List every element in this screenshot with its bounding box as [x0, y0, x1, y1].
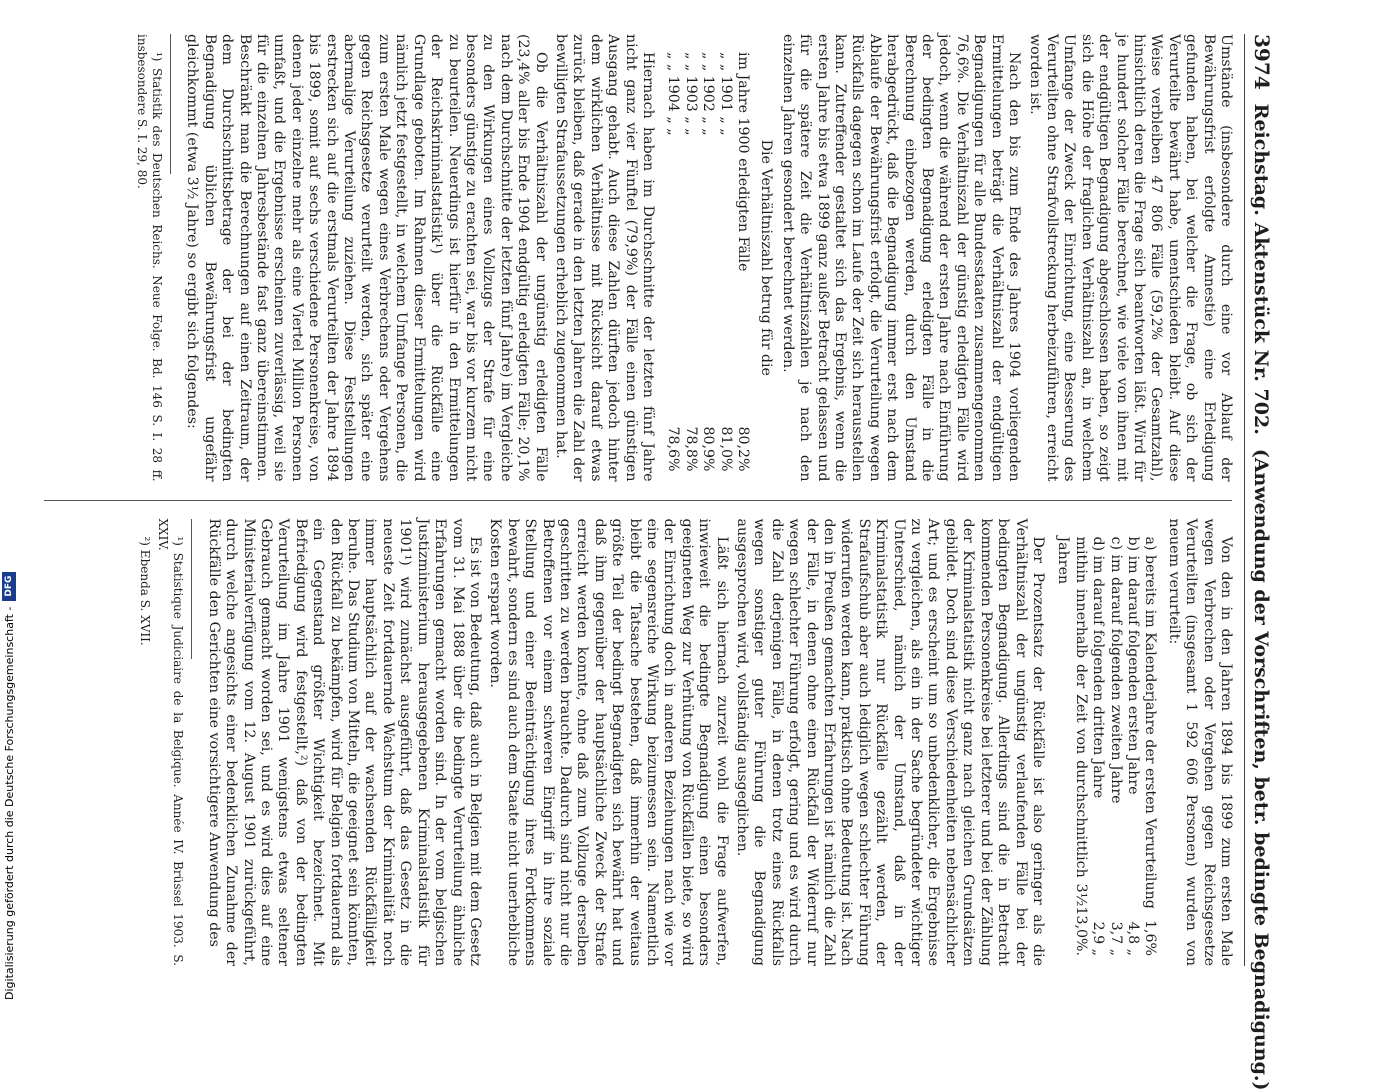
- ratio-value: 80,2%: [735, 426, 752, 472]
- dfg-logo-icon: DFG: [2, 572, 16, 601]
- stat-row-total: [1054, 537, 1089, 967]
- digitization-credit: [2, 572, 16, 1000]
- paragraph: Nach den bis zum Ende des Jahres 1904 vorliegenden Ermittelungen beträgt die Verhältniszahl der endgültigen Begnadigungen für alle Bundesstaaten zusammengenommen 76,6%. Die Verhältniszahl der günstig erledigten Fälle wird jedoch, wenn die während der ersten Jahre nach Einführung der bedingten Begnadigung erledigten Fälle in die Berechnung einbezogen werden, durch den Umstand herabgedrückt, daß die Begnadigung immer erst nach dem Ablaufe der Bewährungsfrist erfolgt, die Verurteilung wegen Rückfalls dagegen schon im Laufe der Zeit sich herausstellen kann. Zutreffender gestaltet sich das Ergebnis, wenn die ersten Jahre bis etwa 1899 ganz außer Betracht gelassen und für die spätere Zeit die Verhältniszahlen je nach den einzelnen Jahren gesondert berechnet werden.: [779, 34, 1023, 482]
- ratio-year: „ „ 1902 „ „: [700, 52, 717, 136]
- page-title: Reichstag. Aktenstück Nr. 702.: [1250, 103, 1272, 435]
- paragraph: Hiernach haben im Durchschnitte der letzten fünf Jahre nicht ganz vier Fünftel (79,9%) der Fälle einen günstigen Ausgang gehabt. Auch diese Zahlen dürften jedoch hinter dem wirklichen Verhältnisse mit Rücksicht darauf etwas zurück bleiben, daß gerade in den letzten Jahren die Zahl der bewilligten Strafaussetzungen erheblich zugenommen hat.: [552, 34, 656, 482]
- ratio-year: „ „ 1904 „ „: [665, 52, 682, 136]
- recidivism-stats: [1054, 537, 1158, 967]
- credit-text: Digitalisierung gefördert durch die Deutsche Forschungsgemeinschaft -: [2, 606, 16, 1000]
- ratio-year: „ „ 1903 „ „: [682, 52, 699, 136]
- column-divider: [44, 500, 1232, 501]
- stat-row: [1089, 537, 1106, 967]
- footnote: ¹) Statistik des Deutschen Reichs. Neue Folge. Bd. 146 S. I. 28 ff. insbesondere S. I. 29, 80.: [135, 34, 165, 482]
- paragraph: Ob die Verhältniszahl der ungünstig erledigten Fälle (23,4% aller bis Ende 1904 endgültig erledigten Fälle; 20,1% nach dem Durchschnitte der letzten fünf Jahre) im Vergleiche zu den Wirkungen eines Vollzugs der Strafe für eine besonders günstige zu erachten sei, war bis vor kurzem nicht zu beurteilen. Neuerdings ist hierfür in den Ermittelungen der Reichskriminalstatistik¹) über die Rückfälle eine Grundlage geboten. Im Rahmen dieser Ermittelungen wird nämlich jetzt festgestellt, in welchem Umfange Personen, die zum ersten Male wegen eines Verbrechens oder Vergehens gegen Reichsgesetze verurteilt werden, sich später eine abermalige Verurteilung zuziehen. Diese Feststellungen erstrecken sich auf die erstmals Verurteilten der Jahre 1894 bis 1899, somit auf sechs verschiedene Personenkreise, von denen jeder einzelne mehr als eine Viertel Million Personen umfaßt, und die Ergebnisse erscheinen zuverlässig, weil sie für die einzelnen Jahresbestände fast ganz übereinstimmen. Beschränkt man die Berechnungen auf einen Zeitraum, der dem Durchschnittsbetrage der bei der bedingten Begnadigung üblichen Bewährungsfrist ungefähr gleichkommt (etwa 3½ Jahre) so ergibt sich folgendes:: [184, 34, 549, 482]
- paragraph: Umstände (insbesondere durch eine vor Ablauf der Bewährungsfrist erfolgte Amnestie) eine Erledigung gefunden haben, bei welcher die Frage, ob sich der Verurteilte bewährt habe, unentschieden bleibt. Auf diese Weise verbleiben 47 806 Fälle (59,2% der Gesamtzahl), hinsichtlich deren die Frage sich beantworten läßt. Wird für je hundert solcher Fälle berechnet, wie viele von ihnen mit der endgültigen Begnadigung abgeschlossen haben, so zeigt sich die Höhe der fraglichen Verhältniszahl an, in welchem Umfange der Zweck der Einrichtung, eine Besserung des Verurteilten ohne Strafvollstreckung herbeizuführen, erreicht worden ist.: [1026, 34, 1234, 482]
- stat-label: a) bereits im Kalenderjahre der ersten Verurteilung: [1142, 536, 1159, 909]
- stat-row: [1124, 537, 1141, 967]
- stat-row: [1141, 537, 1158, 967]
- ratio-value: 81,0%: [717, 426, 734, 472]
- ratio-value: 78,8%: [682, 426, 699, 472]
- ratio-value: 80,9%: [700, 426, 717, 472]
- stat-value: 2,9 „: [1090, 921, 1107, 957]
- footnote-divider: [191, 519, 192, 659]
- paragraph: Von den in den Jahren 1894 bis 1899 zum ersten Male wegen Verbrechen oder Vergehen gegen Reichsgesetze Verurteilten (insgesamt 1 592 606 Personen) wurden von neuem verurteilt:: [1165, 518, 1234, 967]
- paragraph: Es ist von Bedeutung, daß auch in Belgien mit dem Gesetz vom 31. Mai 1888 über die bedingte Verurteilung ähnliche Erfahrungen gemacht worden sind. In der vom belgischen Justizministerium herausgegebenen Kriminalstatistik für 1901¹) wird zunächst ausgeführt, daß das Gesetz in die neueste Zeit fortdauernde Wachstum der Kriminalität noch immer hauptsächlich auf der wachsenden Rückfälligkeit beruhe. Das Studium von Mitteln, die geeignet sein könnten, den Rückfall zu bekämpfen, wird für Belgien fortdauernd als ein Gegenstand größter Wichtigkeit bezeichnet. Mit Befriedigung wird festgestellt,²) daß von der bedingten Verurteilung im Jahre 1901 wenigstens etwas seltener Gebrauch gemacht worden sei, und es wird dies auf eine Ministerialverfügung vom 12. August 1901 zurückgeführt, durch welche angesichts einer bedenklichen Zunahme der Rückfälle den Gerichten eine vorsichtigere Anwendung des: [205, 518, 483, 967]
- ratio-table: [664, 52, 751, 482]
- ratio-row: [734, 52, 751, 482]
- ratio-value: 78,6%: [665, 426, 682, 472]
- ratio-intro: Die Verhältniszahl betrug für die: [758, 139, 775, 376]
- page-header: [1244, 34, 1274, 1090]
- ratio-row: [716, 52, 733, 482]
- ratio-row: [681, 52, 698, 482]
- stat-value: 4,8 „: [1124, 921, 1141, 957]
- page-subtitle: (Anwendung der Vorschriften, betr. bedingte Begnadigung.): [1250, 448, 1272, 1090]
- ratio-year: im Jahre 1900 erledigten Fälle: [735, 52, 752, 272]
- stat-value: 3,7 „: [1107, 921, 1124, 957]
- stat-label: b) im darauf folgenden ersten Jahre: [1124, 536, 1141, 795]
- left-column: [44, 34, 1234, 482]
- page-number: 3974: [1250, 34, 1274, 90]
- stat-row: [1106, 537, 1123, 967]
- ratio-row: [699, 52, 716, 482]
- footnote-divider: [170, 34, 171, 174]
- stat-value: 1,6%: [1142, 919, 1159, 957]
- ratio-row: [664, 52, 681, 482]
- paragraph: Der Prozentsatz der Rückfälle ist also geringer als die Verhältniszahl der ungünstig verlaufenden Fälle bei der bedingten Begnadigung. Allerdings sind die in Betracht kommenden Personenkreise bei letzterer und bei der Zählung der Kriminalstatistik nicht ganz nach gleichen Grundsätzen gebildet. Doch sind diese Verschiedenheiten nebensächlicher Art; und es erscheint um so unbedenklicher, die Ergebnisse zu vergleichen, als ein in der Sache begründeter wichtiger Unterschied, nämlich der Umstand, daß in der Kriminalstatistik nur Rückfälle gezählt werden, der Strafaufschub aber auch lediglich wegen schlechter Führung widerrufen werden kann, praktisch ohne Bedeutung ist. Nach den in Preußen gemachten Erfahrungen ist nämlich die Zahl der Fälle, in denen ohne einen Rückfall der Widerruf nur wegen schlechter Führung erfolgt, gering und es wird durch die Zahl derjenigen Fälle, in denen trotz eines Rückfalls wegen sonstiger guter Führung die Begnadigung ausgesprochen wird, vollständig ausgeglichen.: [734, 518, 1046, 967]
- stat-label: mithin innerhalb der Zeit von durchschnittlich 3½ Jahren: [1055, 536, 1089, 907]
- paragraph: Läßt sich hiernach zurzeit wohl die Frage aufwerfen, inwieweit die bedingte Begnadigung einen besonders geeigneten Weg zur Verhütung von Rückfällen biete, so wird der Einrichtung doch in anderen Beziehungen nach wie vor eine segensreiche Wirkung beizumessen sein. Namentlich bleibt die Tatsache bestehen, daß immerhin der weitaus größte Teil der bedingt Begnadigten sich bewährt hat und daß ihm gegenüber der hauptsächliche Zweck der Strafe erreicht werden konnte, ohne daß zum Vollzuge derselben geschritten zu werden brauchte. Dadurch sind nicht nur die Betroffenen vor einem schweren Eingriff in ihre soziale Stellung und einer Beeinträchtigung ihres Fortkommens bewahrt, sondern es sind auch dem Staate nicht unerhebliche Kosten erspart worden.: [487, 518, 730, 967]
- right-column: [44, 519, 1234, 967]
- ratio-year: „ „ 1901 „ „: [717, 52, 734, 136]
- stat-value: 13,0%.: [1072, 906, 1089, 957]
- footnote: ¹) Statistique Judiciaire de la Belgique. Année IV. Brüssel 1903. S. XXIV.: [156, 518, 186, 967]
- footnote: ²) Ebenda S. XVII.: [138, 536, 153, 646]
- stat-label: d) im darauf folgenden dritten Jahre: [1090, 536, 1107, 799]
- stat-label: c) im darauf folgenden zweiten Jahre: [1107, 536, 1124, 804]
